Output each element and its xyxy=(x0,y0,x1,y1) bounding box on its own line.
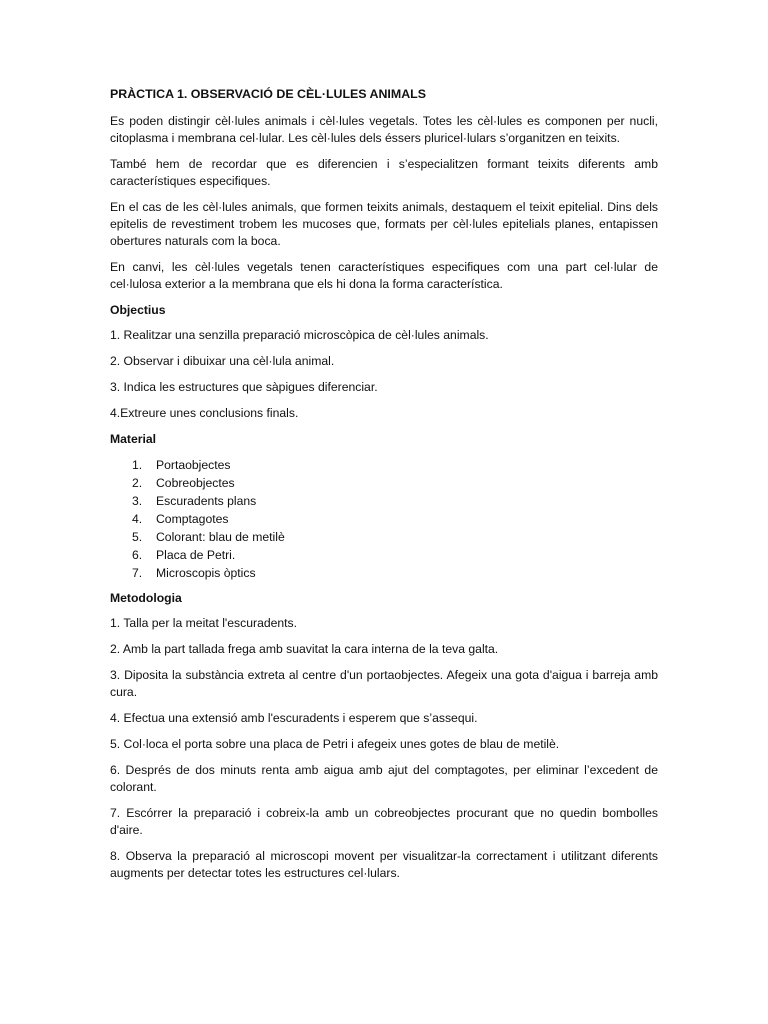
method-step-2: 2. Amb la part tallada frega amb suavitat la cara interna de la teva galta. xyxy=(110,642,499,656)
material-item-number: 5. xyxy=(132,530,143,544)
method-step-4: 4. Efectua una extensió amb l'escuradents i esperem que s’assequi. xyxy=(110,711,478,725)
material-item-number: 3. xyxy=(132,494,143,508)
intro-paragraph-4: En canvi, les cèl·lules vegetals tenen característiques especifiques com una part cel·lular de cel·lulosa exterior a la membrana que els hi dona la forma característica. xyxy=(110,260,658,291)
material-item-text: Comptagotes xyxy=(156,512,229,526)
material-item-text: Placa de Petri. xyxy=(156,548,236,562)
material-list xyxy=(110,456,658,582)
material-item-text: Escuradents plans xyxy=(156,494,257,508)
material-item-number: 1. xyxy=(132,458,143,472)
metodologia-heading: Metodologia xyxy=(110,591,182,605)
material-item xyxy=(110,564,658,582)
document-title: PRÀCTICA 1. OBSERVACIÓ DE CÈL·LULES ANIMALS xyxy=(110,87,426,101)
objectius-heading: Objectius xyxy=(110,303,166,317)
method-step-6: 6. Després de dos minuts renta amb aigua amb ajut del comptagotes, per eliminar l’excedent de colorant. xyxy=(110,763,658,794)
material-item-text: Colorant: blau de metilè xyxy=(156,530,285,544)
material-item-number: 6. xyxy=(132,548,143,562)
material-item xyxy=(110,456,658,474)
material-item xyxy=(110,474,658,492)
method-step-1: 1. Talla per la meitat l'escuradents. xyxy=(110,616,298,630)
objective-item-2: 2. Observar i dibuixar una cèl·lula animal. xyxy=(110,354,335,368)
objective-item-4: 4.Extreure unes conclusions finals. xyxy=(110,406,299,420)
document-page xyxy=(110,86,658,891)
material-item xyxy=(110,528,658,546)
material-item xyxy=(110,546,658,564)
material-item-number: 7. xyxy=(132,566,143,580)
intro-paragraph-2: També hem de recordar que es diferencien i s’especialitzen formant teixits diferents amb característiques especifiques. xyxy=(110,157,658,188)
material-heading: Material xyxy=(110,432,157,446)
intro-paragraph-3: En el cas de les cèl·lules animals, que formen teixits animals, destaquem el teixit epitelial. Dins dels epitelis de revestiment trobem les mucoses que, formats per cèl·lules epitelials planes, entapissen obertures naturals com la boca. xyxy=(110,200,658,248)
material-item-text: Cobreobjectes xyxy=(156,476,235,490)
intro-paragraph-1: Es poden distingir cèl·lules animals i cèl·lules vegetals. Totes les cèl·lules es componen per nucli, citoplasma i membrana cel·lular. Les cèl·lules dels éssers pluricel·lulars s’organitzen en teixits. xyxy=(110,114,658,145)
objective-item-3: 3. Indica les estructures que sàpigues diferenciar. xyxy=(110,380,378,394)
method-step-5: 5. Col·loca el porta sobre una placa de Petri i afegeix unes gotes de blau de metilè. xyxy=(110,737,560,751)
material-item xyxy=(110,492,658,510)
material-item xyxy=(110,510,658,528)
material-item-number: 4. xyxy=(132,512,143,526)
method-step-3: 3. Diposita la substància extreta al centre d'un portaobjectes. Afegeix una gota d'aigua i barreja amb cura. xyxy=(110,668,658,699)
material-item-number: 2. xyxy=(132,476,143,490)
material-item-text: Microscopis òptics xyxy=(156,566,256,580)
method-step-7: 7. Escórrer la preparació i cobreix-la amb un cobreobjectes procurant que no quedin bombolles d'aire. xyxy=(110,806,658,837)
method-step-8: 8. Observa la preparació al microscopi movent per visualitzar-la correctament i utilitzant diferents augments per detectar totes les estructures cel·lulars. xyxy=(110,849,658,880)
objective-item-1: 1. Realitzar una senzilla preparació microscòpica de cèl·lules animals. xyxy=(110,328,489,342)
material-item-text: Portaobjectes xyxy=(156,458,231,472)
